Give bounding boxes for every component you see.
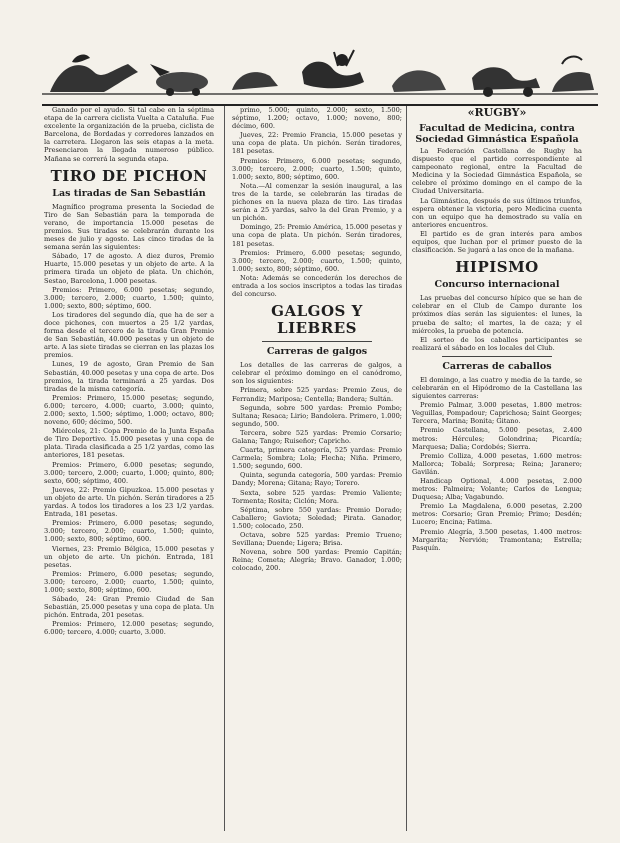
article-paragraph: Premio Palmar, 3.000 pesetas, 1.800 metros: Veguillas, Pompadour; Caprichosa; Saint Georges; Tercera, Marina; Bonita; Gitano. [412,401,582,426]
article-paragraph: El partido es de gran interés para ambos equipos, que luchan por el primer puesto de la clasificación. Se jugará a las once de la mañana. [412,229,582,255]
article-paragraph: Jueves, 22: Premio Gipuzkoa. 15.000 pesetas y un objeto de arte. Un pichón. Serán tiradores a 25 yardas. A todos los tiradores a los 23 1/2 yardas. Entrada, 181 pesetas. [44,485,214,519]
column-middle [232,106,402,831]
column-left [44,106,214,831]
article-paragraph: Miércoles, 21: Copa Premio de la Junta España de Tiro Deportivo. 15.000 pesetas y una copa de plata. Tirada clasificada a 25 1/2 yardas, como las anteriores, 181 pesetas. [44,427,214,460]
article-paragraph: Premios: Primero, 15.000 pesetas; segundo, 6.000; tercero, 4.000; cuarto, 3.000; quinto, 2.000; sexto, 1.500; séptimo, 1.000; octavo, 800; noveno, 600; décimo, 500. [44,393,214,427]
article-paragraph: Nota.—Al comenzar la sesión inaugural, a las tres de la tarde, se celebrarán las tiradas de pichones en la nueva plaza de tiro. Las tiradas serán a 25 yardas, salvo la del Gran Premio, y a un pichón. [232,181,402,223]
section-heading-hipismo: HIPISMO [455,258,539,277]
article-paragraph: Premios: Primero, 6.000 pesetas; segundo, 3.000; tercero, 2.000; cuarto, 1.500; quinto, 1.000; sexto, 800; séptimo, 600. [232,156,402,181]
article-paragraph: La Federación Castellana de Rugby ha dispuesto que el partido correspondiente al campeonato regional, entre la Facultad de Medicina y la Sociedad Gimnástica Española, se celebre el próximo domingo en el campo de la Ciudad Universitaria. [412,147,582,196]
article-paragraph: Cuarta, primera categoría, 525 yardas: Premio Carmela; Sombra; Lola; Flecha; Niña. Primero, 1.500; segundo, 600. [232,446,402,471]
section-subheading-facultad: Facultad de Medicina, contra Sociedad Gimnástica Española [415,123,579,145]
column-divider [224,106,225,831]
section-subheading-caballos: Carreras de caballos [442,360,552,372]
column-divider [406,106,407,831]
article-paragraph: Ganado por el ayudo. Si tal cabe en la séptima etapa de la carrera ciclista Vuelta a Cataluña. Fue excelente la organización de la prueba, ciclista de Barcelona, de Bordadas y corredores lanzados en la carretera. Llegaron las seis etapas a la meta. Presenciaron la llegada numeroso público. Mañana se correrá la segunda etapa. [44,106,214,163]
article-paragraph: Viernes, 23: Premio Bélgica, 15.000 pesetas y un objeto de arte. Un pichón. Entrada, 181 pesetas. [44,544,214,569]
article-paragraph: Tercera, sobre 525 yardas: Premio Corsario; Galana; Tango; Ruiseñor; Capricho. [232,428,402,445]
article-paragraph: Magnífico programa presenta la Sociedad de Tiro de San Sebastián para la temporada de verano, de importancia 15.000 pesetas de premios. Sus tiradas se celebrarán durante los meses de julio y agosto. Las cinco tiradas de la semana serán las siguientes: [44,202,214,252]
section-subheading-tiradas: Las tiradas de San Sebastián [52,187,206,199]
masthead-illustration [42,42,598,106]
article-paragraph: Premios: Primero, 6.000 pesetas; segundo, 3.000; tercero, 2.000; cuarto, 1.500; quinto, 1.000; sexto, 800; séptimo, 600. [232,248,402,273]
column-right [412,106,582,831]
section-heading-tiro: TIRO DE PICHON [50,166,208,185]
article-paragraph: Jueves, 22: Premio Francia, 15.000 pesetas y una copa de plata. Un pichón. Serán tiradores, 181 pesetas. [232,131,402,156]
article-paragraph: Primera, sobre 525 yardas: Premio Zeus, de Ferrandiz; Mariposa; Centella; Bandera; Sultán. [232,386,402,403]
article-paragraph: Premio Castellana, 5.000 pesetas, 2.400 metros: Hércules; Golondrina; Picardía; Marquesa; Dalia; Cordobés; Sierra. [412,426,582,451]
article-paragraph: Novena, sobre 500 yardas: Premio Capitán; Reina; Cometa; Alegría; Bravo. Ganador, 1.000; colocado, 200. [232,548,402,573]
section-subheading-carreras-galgos: Carreras de galgos [266,346,368,358]
article-paragraph: Domingo, 25: Premio América, 15.000 pesetas y una copa de plata. Un pichón. Serán tiradores, 181 pesetas. [232,223,402,248]
section-subheading-concurso: Concurso internacional [434,279,560,291]
article-paragraph: Octava, sobre 525 yardas: Premio Trueno; Sevillana; Duende; Ligera; Brisa. [232,531,402,548]
article-paragraph: Séptima, sobre 550 yardas: Premio Dorado; Caballero; Gaviota; Soledad; Pirata. Ganador, 1.500; colocado, 250. [232,505,402,530]
article-paragraph: Premios: Primero, 6.000 pesetas; segundo, 3.000; tercero, 2.000; cuarto, 1.500; quinto, 1.000; sexto, 800; séptimo, 600. [44,285,214,310]
article-paragraph: primo, 5.000; quinto, 2.000; sexto, 1.500; séptimo, 1.200; octavo, 1.000; noveno, 800; décimo, 600. [232,106,402,131]
article-paragraph: Lunes, 19 de agosto, Gran Premio de San Sebastián, 40.000 pesetas y una copa de arte. Dos premios, la tirada terminará a 25 yardas. Dos tiradas de la misma categoría. [44,360,214,393]
article-paragraph: Segunda, sobre 500 yardas: Premio Pombo; Sultana; Resaca; Lirio; Bandolera. Primero, 1.000; segundo, 500. [232,403,402,428]
article-paragraph: Quinta, segunda categoría, 500 yardas: Premio Dandy; Morena; Gitana; Rayo; Torero. [232,471,402,488]
article-paragraph: La Gimnástica, después de sus últimos triunfos, espera obtener la victoria, pero Medicina cuenta con un equipo que ha demostrado su valía en anteriores encuentros. [412,196,582,229]
article-paragraph: Premios: Primero, 6.000 pesetas; segundo, 3.000; tercero, 2.000; cuarto, 1.500; quinto, 1.000; sexto, 800; séptimo, 600. [44,569,214,594]
article-paragraph: Premio La Magdalena, 6.000 pesetas, 2.200 metros: Corsario; Gran Premio; Primo; Desdén; Lucero; Encina; Fatima. [412,502,582,527]
article-paragraph: Premios: Primero, 6.000 pesetas; segundo, 3.000; tercero, 2.000; cuarto, 1.000; quinto, 800; sexto, 600; séptimo, 400. [44,460,214,485]
article-paragraph: Sábado, 24: Gran Premio Ciudad de San Sebastián, 25.000 pesetas y una copa de plata. Un pichón. Entrada, 201 pesetas. [44,595,214,620]
article-paragraph: Las pruebas del concurso hípico que se han de celebrar en el Club de Campo durante los próximos días serán las siguientes: el lunes, la prueba de salto; el martes, la de caza; y el miércoles, la prueba de potencia. [412,294,582,335]
article-paragraph: El domingo, a las cuatro y media de la tarde, se celebrarán en el Hipódromo de la Castellana las siguientes carreras: [412,375,582,401]
article-paragraph: Premio Colliza, 4.000 pesetas, 1.600 metros: Mallorca; Tobalá; Sorpresa; Reina; Jaranero; Gavilán. [412,451,582,476]
article-paragraph: El sorteo de los caballos participantes se realizará el sábado en los locales del Club. [412,335,582,352]
article-paragraph: Sábado, 17 de agosto. A diez duros, Premio Huarte, 15.000 pesetas y un objeto de arte. A la primera tirada un objeto de plata. Un chichón, Sestao, Barcelona, 1.000 pesetas. [44,252,214,285]
article-paragraph: Premio Alegría, 3.500 pesetas, 1.400 metros: Margarita; Nervión; Tramontana; Estrella; Pasquín. [412,527,582,552]
divider-line [442,356,552,357]
article-paragraph: Los detalles de las carreras de galgos, a celebrar el próximo domingo en el canódromo, son los siguientes: [232,361,402,386]
article-paragraph: Premios: Primero, 12.000 pesetas; segundo, 6.000; tercero, 4.000; cuarto, 3.000. [44,620,214,637]
section-heading-galgos: GALGOS Y LIEBRES [271,302,363,338]
article-paragraph: Handicap Optional, 4.000 pesetas, 2.000 metros: Palmeira; Volante; Carlos de Lengua; Duquesa; Alba; Vagabundo. [412,477,582,502]
article-paragraph: Premios: Primero, 6.000 pesetas; segundo, 3.000; tercero, 2.000; cuarto, 1.500; quinto, 1.000; sexto, 800; séptimo, 600. [44,519,214,544]
article-paragraph: Sexta, sobre 525 yardas: Premio Valiente; Tormenta; Rosita; Ciclón; Mora. [232,488,402,505]
section-heading-rugby: «RUGBY» [467,106,527,119]
article-paragraph: Los tiradores del segundo día, que ha de ser a doce pichones, con muertos a 25 1/2 yardas, forma desde el tercero de la tirada Gran Premio de San Sebastián, 40.000 pesetas y un objeto de arte. A las siete tiradas se cierran en las plazas los premios. [44,310,214,360]
divider-line [262,341,372,342]
article-paragraph: Nota: Además se concederán los derechos de entrada a los socios inscriptos a todas las tiradas del concurso. [232,273,402,299]
sports-banner-image [42,42,598,104]
